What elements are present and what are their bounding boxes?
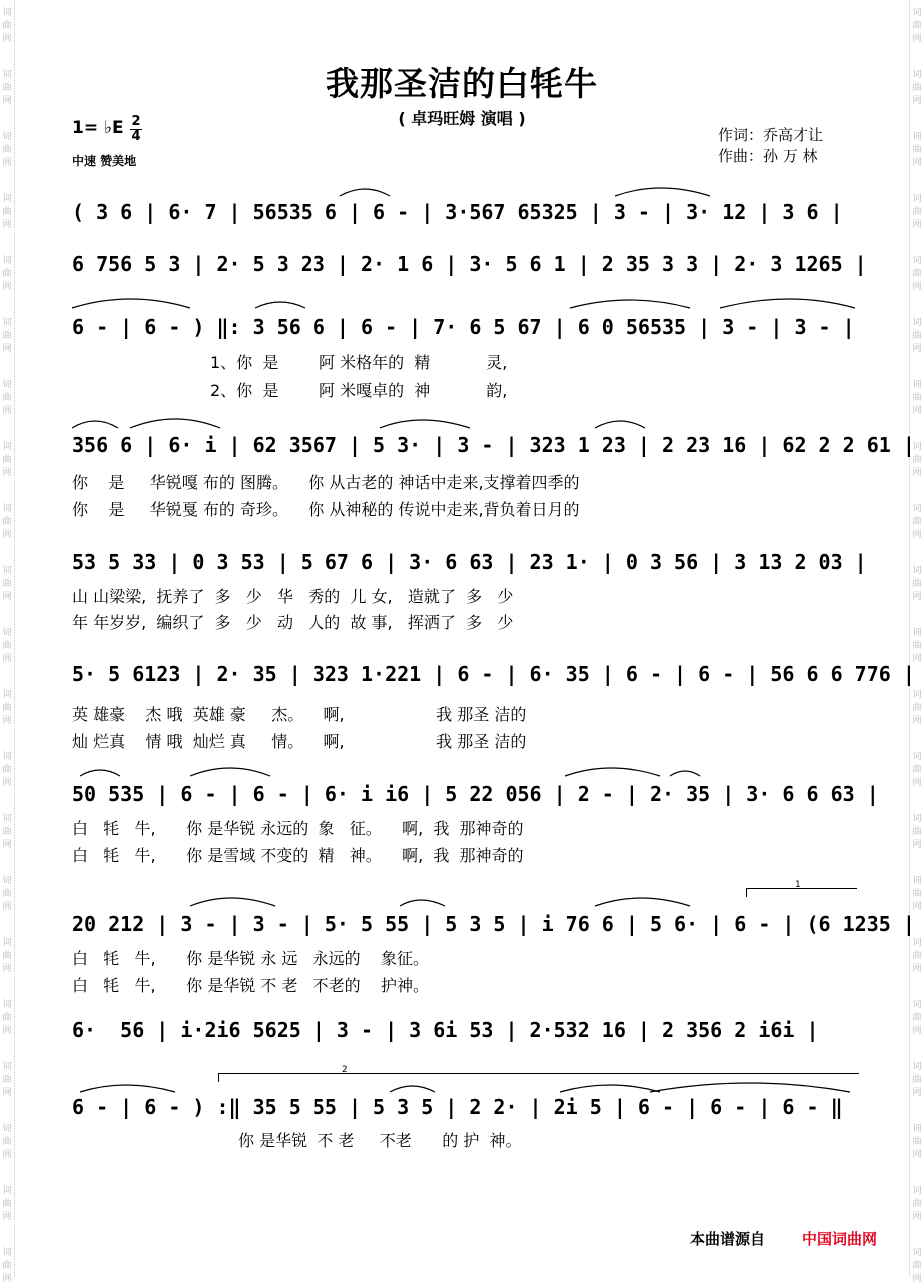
- watermark-glyph: 网: [2, 34, 12, 44]
- watermark-glyph: 网: [912, 220, 922, 230]
- watermark-glyph: 词: [2, 70, 12, 80]
- watermark-glyph: 曲: [912, 1261, 922, 1271]
- staff-line-6: 5· 5 6123 | 2· 35 | 323 1·221 | 6 - | 6· 35 | 6 - | 6 - | 56 6 6 776 |: [72, 662, 915, 686]
- watermark-glyph: 词: [912, 566, 922, 576]
- watermark-glyph: 网: [912, 716, 922, 726]
- watermark-glyph: 网: [912, 34, 922, 44]
- watermark-glyph: 词: [2, 938, 12, 948]
- lyric-line-8b: 白 牦 牛, 你 是华锐 不 老 不老的 护神。: [72, 976, 429, 995]
- watermark-glyph: 网: [912, 96, 922, 106]
- watermark-glyph: 网: [2, 96, 12, 106]
- watermark-glyph: 曲: [2, 1261, 12, 1271]
- watermark-glyph: 曲: [912, 145, 922, 155]
- watermark-glyph: 词: [2, 1000, 12, 1010]
- watermark-glyph: 曲: [912, 1075, 922, 1085]
- watermark-glyph: 词: [2, 442, 12, 452]
- watermark-glyph: 词: [912, 380, 922, 390]
- watermark-glyph: 网: [2, 1274, 12, 1284]
- watermark-glyph: 曲: [912, 1199, 922, 1209]
- watermark-glyph: 网: [2, 468, 12, 478]
- watermark-glyph: 曲: [912, 951, 922, 961]
- watermark-glyph: 词: [2, 8, 12, 18]
- lyric-line-4b: 你 是 华锐戛 布的 奇珍。 你 从神秘的 传说中走来,背负着日月的: [72, 500, 580, 519]
- watermark-glyph: 曲: [2, 331, 12, 341]
- watermark-glyph: 曲: [912, 517, 922, 527]
- watermark-glyph: 网: [2, 158, 12, 168]
- watermark-glyph: 曲: [2, 517, 12, 527]
- lyric-line-4a: 你 是 华锐嘎 布的 图腾。 你 从古老的 神话中走来,支撑着四季的: [72, 473, 580, 492]
- lyric-line-8a: 白 牦 牛, 你 是华锐 永 远 永远的 象征。: [72, 949, 429, 968]
- watermark-glyph: 网: [912, 902, 922, 912]
- watermark-glyph: 网: [912, 158, 922, 168]
- watermark-glyph: 网: [2, 840, 12, 850]
- watermark-glyph: 曲: [2, 579, 12, 589]
- watermark-glyph: 网: [912, 964, 922, 974]
- staff-line-1: ( 3 6 | 6· 7 | 56535 6 | 6 - | 3·567 65325 | 3 - | 3· 12 | 3 6 |: [72, 200, 843, 224]
- watermark-glyph: 词: [912, 690, 922, 700]
- watermark-glyph: 曲: [2, 703, 12, 713]
- watermark-glyph: 网: [2, 406, 12, 416]
- staff-line-5: 53 5 33 | 0 3 53 | 5 67 6 | 3· 6 63 | 23 1· | 0 3 56 | 3 13 2 03 |: [72, 550, 867, 574]
- watermark-glyph: 网: [2, 1212, 12, 1222]
- watermark-glyph: 网: [912, 1274, 922, 1284]
- staff-line-8: 20 212 | 3 - | 3 - | 5· 5 55 | 5 3 5 | i 76 6 | 5 6· | 6 - | (6 1235 |: [72, 912, 915, 936]
- watermark-glyph: 网: [2, 592, 12, 602]
- lyric-line-5b: 年 年岁岁, 编织了 多 少 动 人的 故 事, 挥洒了 多 少: [72, 613, 514, 632]
- watermark-glyph: 网: [2, 654, 12, 664]
- watermark-glyph: 词: [912, 70, 922, 80]
- watermark-glyph: 词: [2, 318, 12, 328]
- watermark-glyph: 曲: [912, 207, 922, 217]
- watermark-glyph: 词: [912, 194, 922, 204]
- watermark-glyph: 词: [2, 132, 12, 142]
- watermark-glyph: 曲: [2, 827, 12, 837]
- watermark-glyph: 曲: [2, 145, 12, 155]
- watermark-glyph: 曲: [2, 207, 12, 217]
- watermark-glyph: 网: [912, 282, 922, 292]
- watermark-glyph: 词: [912, 1124, 922, 1134]
- staff-line-2: 6 756 5 3 | 2· 5 3 23 | 2· 1 6 | 3· 5 6 1 | 2 35 3 3 | 2· 3 1265 |: [72, 252, 867, 276]
- watermark-glyph: 曲: [2, 393, 12, 403]
- watermark-glyph: 曲: [912, 1013, 922, 1023]
- watermark-glyph: 网: [912, 840, 922, 850]
- watermark-glyph: 词: [912, 318, 922, 328]
- watermark-glyph: 曲: [2, 269, 12, 279]
- lyric-line-10: 你 是华锐 不 老 不老 的 护 神。: [238, 1131, 522, 1150]
- lyric-line-7a: 白 牦 牛, 你 是华锐 永远的 象 征。 啊, 我 那神奇的: [72, 819, 524, 838]
- watermark-glyph: 曲: [2, 21, 12, 31]
- watermark-glyph: 词: [912, 814, 922, 824]
- watermark-glyph: 词: [912, 752, 922, 762]
- watermark-glyph: 词: [2, 1248, 12, 1258]
- lyric-line-7b: 白 牦 牛, 你 是雪域 不变的 精 神。 啊, 我 那神奇的: [72, 846, 524, 865]
- watermark-glyph: 词: [912, 1000, 922, 1010]
- watermark-glyph: 网: [912, 468, 922, 478]
- staff-line-7: 50 535 | 6 - | 6 - | 6· i i6 | 5 22 056 | 2 - | 2· 35 | 3· 6 6 63 |: [72, 782, 879, 806]
- watermark-glyph: 网: [2, 716, 12, 726]
- watermark-glyph: 曲: [2, 1137, 12, 1147]
- watermark-glyph: 词: [912, 1186, 922, 1196]
- watermark-glyph: 词: [2, 256, 12, 266]
- footer-source-label: 本曲谱源自: [690, 1230, 766, 1248]
- watermark-glyph: 曲: [912, 393, 922, 403]
- watermark-glyph: 词: [912, 442, 922, 452]
- watermark-glyph: 网: [2, 1088, 12, 1098]
- watermark-glyph: 词: [2, 504, 12, 514]
- watermark-glyph: 词: [912, 628, 922, 638]
- lyric-line-5a: 山 山梁梁, 抚养了 多 少 华 秀的 儿 女, 造就了 多 少: [72, 587, 514, 606]
- watermark-glyph: 曲: [912, 579, 922, 589]
- staff-line-3: 6 - | 6 - ) ‖: 3 56 6 | 6 - | 7· 6 5 67 | 6 0 56535 | 3 - | 3 - |: [72, 315, 855, 339]
- time-signature-bottom: 4: [131, 129, 141, 144]
- watermark-glyph: 网: [912, 1088, 922, 1098]
- watermark-glyph: 词: [912, 132, 922, 142]
- watermark-glyph: 曲: [912, 641, 922, 651]
- watermark-glyph: 词: [2, 690, 12, 700]
- watermark-glyph: 词: [912, 1062, 922, 1072]
- lyric-line-3a: 1、你 是 阿 米格年的 精 灵,: [210, 353, 508, 372]
- watermark-glyph: 曲: [912, 1137, 922, 1147]
- watermark-glyph: 曲: [912, 703, 922, 713]
- watermark-glyph: 网: [912, 654, 922, 664]
- watermark-glyph: 词: [2, 628, 12, 638]
- watermark-glyph: 网: [912, 530, 922, 540]
- watermark-glyph: 网: [2, 344, 12, 354]
- watermark-glyph: 曲: [2, 889, 12, 899]
- watermark-glyph: 网: [2, 1150, 12, 1160]
- watermark-glyph: 曲: [2, 1013, 12, 1023]
- watermark-glyph: 词: [912, 938, 922, 948]
- footer-site-link[interactable]: 中国词曲网: [802, 1230, 878, 1248]
- watermark-glyph: 曲: [2, 1199, 12, 1209]
- watermark-glyph: 曲: [912, 455, 922, 465]
- lyricist-credit: 作词：乔高才让: [718, 126, 824, 144]
- composer-credit: 作曲：孙 万 林: [718, 147, 818, 165]
- watermark-glyph: 曲: [912, 827, 922, 837]
- key-signature: 1= ♭E: [72, 118, 124, 138]
- tempo-marking: 中速 赞美地: [72, 154, 137, 168]
- watermark-glyph: 网: [912, 344, 922, 354]
- watermark-glyph: 词: [2, 752, 12, 762]
- watermark-glyph: 曲: [2, 1075, 12, 1085]
- watermark-glyph: 词: [2, 1062, 12, 1072]
- volta-2-number: 2: [342, 1065, 348, 1075]
- watermark-glyph: 曲: [912, 269, 922, 279]
- watermark-glyph: 词: [912, 256, 922, 266]
- song-title: 我那圣洁的白牦牛: [326, 64, 598, 103]
- watermark-glyph: 网: [912, 1026, 922, 1036]
- time-signature-top: 2: [131, 114, 141, 129]
- staff-line-10: 6 - | 6 - ) :‖ 35 5 55 | 5 3 5 | 2 2· | 2i 5 | 6 - | 6 - | 6 - ‖: [72, 1095, 843, 1119]
- lyric-line-6a: 英 雄豪 杰 哦 英雄 豪 杰。 啊, 我 那圣 洁的: [72, 705, 527, 724]
- watermark-glyph: 词: [912, 876, 922, 886]
- watermark-glyph: 网: [2, 902, 12, 912]
- watermark-glyph: 曲: [912, 765, 922, 775]
- watermark-glyph: 词: [2, 566, 12, 576]
- watermark-glyph: 词: [2, 876, 12, 886]
- watermark-glyph: 网: [2, 778, 12, 788]
- performer-line: ( 卓玛旺姆 演唱 ): [398, 109, 526, 128]
- lyric-line-3b: 2、你 是 阿 米嘎卓的 神 韵,: [210, 381, 508, 400]
- watermark-glyph: 曲: [912, 889, 922, 899]
- volta-1-number: 1: [795, 880, 801, 890]
- watermark-glyph: 词: [2, 814, 12, 824]
- watermark-glyph: 词: [2, 380, 12, 390]
- watermark-glyph: 词: [2, 1124, 12, 1134]
- staff-line-4: 356 6 | 6· i | 62 3567 | 5 3· | 3 - | 323 1 23 | 2 23 16 | 62 2 2 61 |: [72, 433, 915, 457]
- staff-line-9: 6· 56 | i·2i6 5625 | 3 - | 3 6i 53 | 2·532 16 | 2 356 2 i6i |: [72, 1018, 819, 1042]
- watermark-glyph: 网: [912, 1150, 922, 1160]
- watermark-glyph: 网: [2, 282, 12, 292]
- watermark-glyph: 词: [912, 504, 922, 514]
- watermark-glyph: 网: [912, 1212, 922, 1222]
- watermark-glyph: 词: [2, 1186, 12, 1196]
- watermark-glyph: 网: [912, 778, 922, 788]
- watermark-glyph: 曲: [912, 83, 922, 93]
- lyric-line-6b: 灿 烂真 情 哦 灿烂 真 情。 啊, 我 那圣 洁的: [72, 732, 527, 751]
- watermark-glyph: 网: [2, 1026, 12, 1036]
- watermark-glyph: 曲: [2, 641, 12, 651]
- watermark-glyph: 曲: [2, 83, 12, 93]
- watermark-glyph: 曲: [2, 951, 12, 961]
- watermark-glyph: 词: [912, 8, 922, 18]
- watermark-glyph: 词: [912, 1248, 922, 1258]
- watermark-glyph: 曲: [2, 455, 12, 465]
- watermark-glyph: 网: [912, 592, 922, 602]
- watermark-glyph: 网: [2, 964, 12, 974]
- watermark-glyph: 曲: [2, 765, 12, 775]
- watermark-glyph: 曲: [912, 331, 922, 341]
- watermark-glyph: 词: [2, 194, 12, 204]
- watermark-glyph: 网: [2, 530, 12, 540]
- watermark-glyph: 曲: [912, 21, 922, 31]
- watermark-glyph: 网: [912, 406, 922, 416]
- watermark-glyph: 网: [2, 220, 12, 230]
